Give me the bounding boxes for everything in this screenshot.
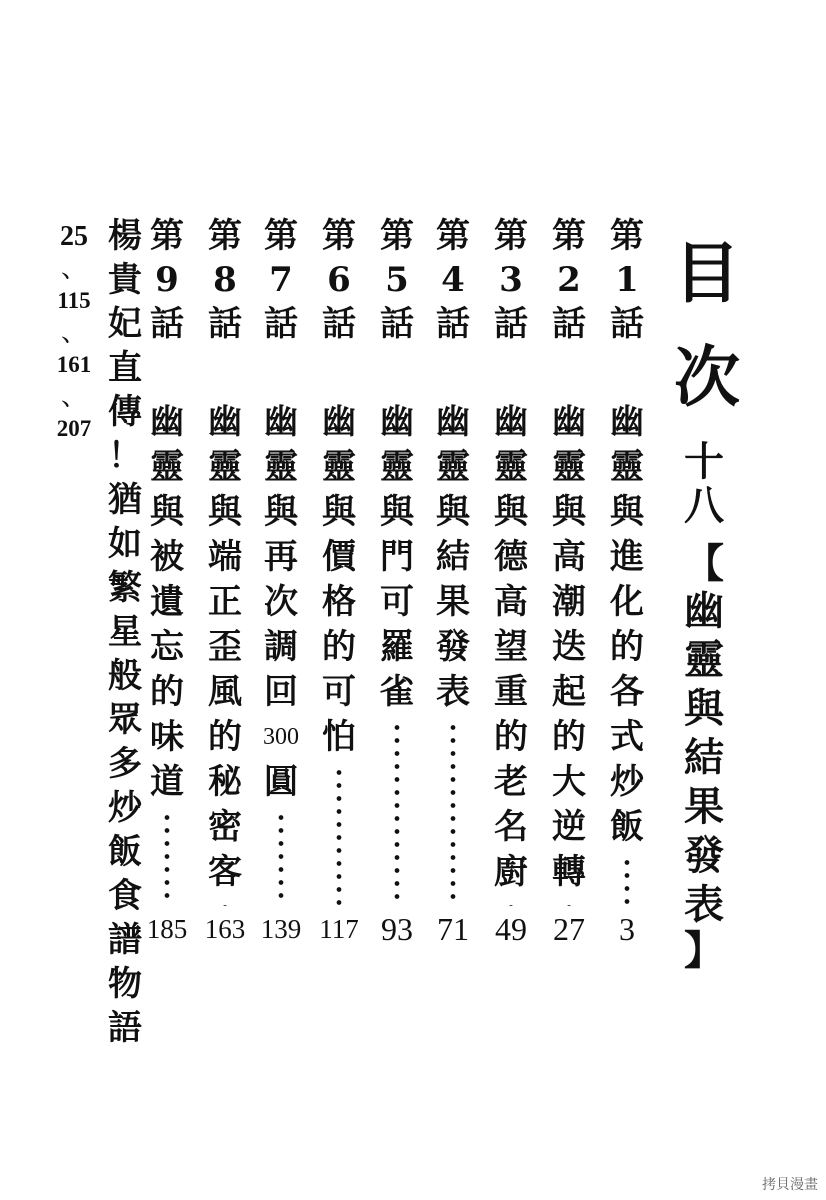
chapter-title: [436, 400, 470, 715]
chapter-title-char: 的: [552, 717, 586, 757]
chapter-title-char: 大: [552, 762, 586, 802]
chapter-number-char: 第: [380, 216, 414, 256]
chapter-title-char: 迭: [552, 627, 586, 667]
dot-leader: [164, 811, 170, 906]
chapter-title-char: 廚: [494, 852, 528, 892]
chapter-number-char: 話: [150, 304, 184, 344]
chapter-title-char: 高: [494, 582, 528, 622]
extra-title-char: 妃: [108, 304, 142, 344]
chapter-title-char: 的: [322, 627, 356, 667]
toc-entry-chapter-6[interactable]: [312, 214, 366, 944]
chapter-number-char: 話: [610, 304, 644, 344]
extra-title-char: 語: [108, 1008, 142, 1048]
chapter-number-char: 第: [322, 216, 356, 256]
chapter-title-char: 與: [610, 492, 644, 532]
extra-title-char: 飯: [108, 832, 142, 872]
chapter-title-char: 客: [208, 852, 242, 892]
extra-title-char: 傳: [108, 392, 142, 432]
chapter-title-char: 果: [436, 582, 470, 622]
chapter-title-char: 老: [494, 762, 528, 802]
toc-entry-chapter-4[interactable]: [426, 214, 480, 947]
chapter-number-char: 話: [208, 304, 242, 344]
chapter-title-char: 幽: [494, 402, 528, 442]
chapter-title-char: 味: [150, 717, 184, 757]
chapter-title-char: 與: [264, 492, 298, 532]
extra-title-char: 直: [108, 348, 142, 388]
chapter-title-char: 幽: [264, 402, 298, 442]
toc-entry-chapter-8[interactable]: [198, 214, 252, 944]
chapter-title-char: 幽: [380, 402, 414, 442]
chapter-number-char: 話: [436, 304, 470, 344]
chapter-title-char: 靈: [208, 447, 242, 487]
chapter-title-char: 飯: [610, 807, 644, 847]
dot-leader: [222, 901, 228, 906]
chapter-title-char: 靈: [552, 447, 586, 487]
chapter-title: [208, 400, 242, 895]
volume-number-char: 十: [684, 438, 724, 485]
chapter-number: [552, 214, 586, 346]
chapter-number: [264, 214, 298, 346]
page-number: 185: [146, 914, 188, 944]
extra-title-char: ！: [108, 436, 142, 476]
chapter-number-char: 第: [494, 216, 528, 256]
dot-leader: [450, 721, 456, 906]
chapter-title-char: 表: [436, 672, 470, 712]
chapter-title-char: 遺: [150, 582, 184, 622]
chapter-title: [494, 400, 528, 895]
watermark: 拷貝漫畫: [762, 1177, 818, 1193]
chapter-title-char: 可: [380, 582, 414, 622]
chapter-title: [263, 400, 299, 805]
extra-title-char: 譜: [108, 920, 142, 960]
volume-subtitle-char: 果: [684, 783, 724, 830]
toc-entry-chapter-1[interactable]: [600, 214, 654, 947]
chapter-title-char: 結: [436, 537, 470, 577]
chapter-title-char: 的: [208, 717, 242, 757]
toc-entry-chapter-2[interactable]: [542, 214, 596, 947]
chapter-title-char: 望: [494, 627, 528, 667]
chapter-number: [208, 214, 242, 346]
page-separator: 、: [60, 318, 87, 347]
chapter-title-char: 名: [494, 807, 528, 847]
page-number: 93: [381, 911, 413, 947]
extra-page-number: 115: [57, 288, 91, 313]
dot-leader: [566, 901, 572, 906]
volume-subtitle: [684, 586, 724, 929]
chapter-title-char: 的: [150, 672, 184, 712]
chapter-number-char: 第: [150, 216, 184, 256]
chapter-title-char: 與: [208, 492, 242, 532]
chapter-title-char: 發: [436, 627, 470, 667]
chapter-title-char: 重: [494, 672, 528, 712]
extra-page-number: 161: [56, 352, 92, 377]
chapter-title-char: 回: [264, 672, 298, 712]
toc-heading: [664, 234, 750, 416]
chapter-number-char: 8: [213, 260, 237, 300]
chapter-title-char: 潮: [552, 582, 586, 622]
extra-title-char: 猶: [108, 480, 142, 520]
chapter-number-char: 話: [494, 304, 528, 344]
extra-title-char: 多: [108, 744, 142, 784]
page-number: 71: [437, 911, 469, 947]
chapter-title-char: 風: [208, 672, 242, 712]
page-number: 163: [204, 914, 246, 944]
chapter-number: [494, 214, 528, 346]
chapter-number-char: 第: [264, 216, 298, 256]
volume-subtitle-char: 發: [684, 832, 724, 879]
chapter-title-char: 的: [494, 717, 528, 757]
chapter-number-char: 第: [436, 216, 470, 256]
dot-leader: [394, 721, 400, 906]
chapter-number-char: 話: [552, 304, 586, 344]
toc-entry-chapter-5[interactable]: [370, 214, 424, 947]
bracket-close: 】: [684, 927, 724, 974]
extra-title-char: 如: [108, 524, 142, 564]
chapter-title-char: 起: [552, 672, 586, 712]
chapter-title-char: 式: [610, 717, 644, 757]
chapter-number-char: 6: [327, 260, 351, 300]
chapter-number-char: 話: [264, 304, 298, 344]
extra-title-char: 食: [108, 876, 142, 916]
chapter-title-char: 次: [264, 582, 298, 622]
page-separator: 、: [60, 254, 87, 283]
chapter-number-char: 5: [385, 260, 409, 300]
extra-story-pages: [48, 222, 100, 444]
volume-number: [684, 440, 724, 528]
chapter-title-char: 密: [208, 807, 242, 847]
chapter-title-char: 再: [264, 537, 298, 577]
volume-subtitle-char: 與: [684, 685, 724, 732]
chapter-title-char: 羅: [380, 627, 414, 667]
chapter-title-char: 幽: [208, 402, 242, 442]
page-number: 27: [553, 911, 585, 947]
chapter-number-char: 9: [155, 260, 179, 300]
page-separator: 、: [60, 382, 87, 411]
chapter-number-char: 4: [441, 260, 465, 300]
page-number: 139: [260, 914, 302, 944]
chapter-title-char: 歪: [208, 627, 242, 667]
volume-title: [676, 440, 732, 973]
chapter-number-char: 第: [610, 216, 644, 256]
extra-title-char: 星: [108, 612, 142, 652]
chapter-title-char: 幽: [436, 402, 470, 442]
chapter-title-char: 各: [610, 672, 644, 712]
volume-number-char: 八: [684, 482, 724, 529]
chapter-number-char: 第: [208, 216, 242, 256]
extra-title-char: 貴: [108, 260, 142, 300]
chapter-title: [322, 400, 356, 760]
chapter-title-char: 靈: [322, 447, 356, 487]
chapter-title-char: 靈: [150, 447, 184, 487]
volume-subtitle-char: 靈: [684, 636, 724, 683]
chapter-title-char: 的: [610, 627, 644, 667]
chapter-number: [150, 214, 184, 346]
chapter-title-char: 德: [494, 537, 528, 577]
dot-leader: [624, 856, 630, 906]
extra-title-char: 楊: [108, 216, 142, 256]
chapter-title-char: 端: [208, 537, 242, 577]
chapter-title-char: 怕: [322, 717, 356, 757]
chapter-title-char: 調: [264, 627, 298, 667]
chapter-title-char: 與: [380, 492, 414, 532]
chapter-number-char: 3: [499, 260, 523, 300]
chapter-title: [380, 400, 414, 715]
extra-title-char: 眾: [108, 700, 142, 740]
extra-page-number: 25: [60, 221, 88, 252]
extra-page-number: 207: [56, 416, 92, 441]
chapter-title-char: 靈: [436, 447, 470, 487]
chapter-number: [436, 214, 470, 346]
chapter-title-char: 與: [322, 492, 356, 532]
dot-leader: [508, 901, 514, 906]
extra-story-title: [96, 214, 154, 1050]
chapter-title-char: 雀: [380, 672, 414, 712]
chapter-title: [150, 400, 184, 805]
chapter-title-char: 道: [150, 762, 184, 802]
chapter-title-char: 靈: [494, 447, 528, 487]
chapter-title-char: 幽: [150, 402, 184, 442]
chapter-title-char: 幽: [322, 402, 356, 442]
chapter-number-char: 第: [552, 216, 586, 256]
chapter-title: [552, 400, 586, 895]
chapter-title-char: 幽: [552, 402, 586, 442]
chapter-title-char: 價: [322, 537, 356, 577]
chapter-title-char: 化: [610, 582, 644, 622]
chapter-title-char: 與: [494, 492, 528, 532]
chapter-title-char: 秘: [208, 762, 242, 802]
chapter-title-char: 忘: [150, 627, 184, 667]
chapter-title-char: 轉: [552, 852, 586, 892]
chapter-title-char: 圓: [264, 762, 298, 802]
chapter-title-char: 與: [552, 492, 586, 532]
chapter-title-char: 幽: [610, 402, 644, 442]
volume-subtitle-char: 結: [684, 734, 724, 781]
chapter-title-char: 門: [380, 537, 414, 577]
dot-leader: [278, 811, 284, 906]
toc-heading-char-1: 目: [674, 234, 740, 312]
extra-title-char: 物: [108, 964, 142, 1004]
chapter-title-char: 正: [208, 582, 242, 622]
chapter-title-char: 300: [263, 724, 299, 750]
page-number: 117: [319, 914, 359, 944]
chapter-number: [380, 214, 414, 346]
extra-title-char: 般: [108, 656, 142, 696]
bracket-open: 【: [684, 540, 724, 587]
volume-subtitle-char: 幽: [684, 587, 724, 634]
chapter-number: [322, 214, 356, 346]
extra-title-char: 炒: [108, 788, 142, 828]
chapter-title-char: 高: [552, 537, 586, 577]
toc-heading-char-2: 次: [674, 338, 740, 416]
chapter-title-char: 逆: [552, 807, 586, 847]
page-number: 3: [619, 911, 635, 947]
dot-leader: [336, 766, 342, 906]
chapter-number-char: 2: [557, 260, 581, 300]
chapter-title: [610, 400, 644, 850]
chapter-number-char: 話: [380, 304, 414, 344]
chapter-number-char: 1: [615, 260, 639, 300]
chapter-title-char: 可: [322, 672, 356, 712]
chapter-number: [610, 214, 644, 346]
chapter-title-char: 靈: [264, 447, 298, 487]
chapter-title-char: 被: [150, 537, 184, 577]
chapter-title-char: 與: [436, 492, 470, 532]
toc-entry-chapter-3[interactable]: [484, 214, 538, 947]
chapter-title-char: 與: [150, 492, 184, 532]
page-number: 49: [495, 911, 527, 947]
volume-subtitle-char: 表: [684, 881, 724, 928]
chapter-title-char: 靈: [610, 447, 644, 487]
toc-entry-chapter-7[interactable]: [254, 214, 308, 944]
chapter-title-char: 進: [610, 537, 644, 577]
extra-title-char: 繁: [108, 568, 142, 608]
chapter-number-char: 話: [322, 304, 356, 344]
chapter-title-char: 格: [322, 582, 356, 622]
chapter-title-char: 靈: [380, 447, 414, 487]
chapter-number-char: 7: [269, 260, 293, 300]
chapter-title-char: 炒: [610, 762, 644, 802]
